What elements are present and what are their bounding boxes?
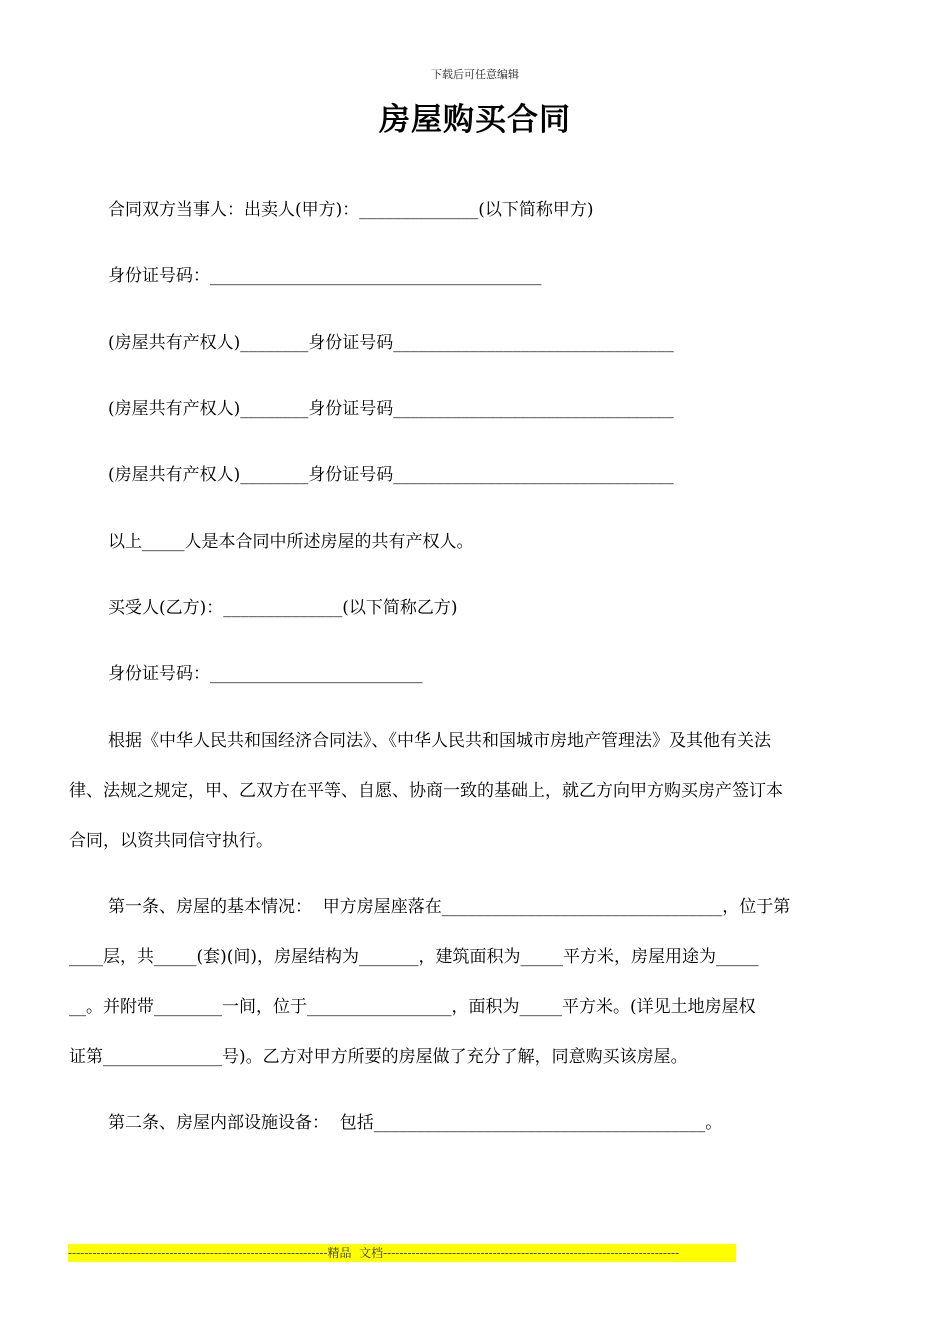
article-1-line: ____层，共_____(套)(间)，房屋结构为_______，建筑面积为_____平方米，房屋用途为_____ bbox=[69, 947, 759, 967]
basis-paragraph bbox=[69, 716, 889, 866]
basis-line: 根据《中华人民共和国经济合同法》、《中华人民共和国城市房地产管理法》及其他有关法 bbox=[108, 731, 771, 751]
footer-banner: ----------------------------------------------------------------精品 文档------------------------------------------------------------------------- bbox=[68, 1244, 736, 1262]
co-owner-line-3: (房屋共有产权人)________身份证号码_________________________________ bbox=[108, 465, 674, 485]
buyer-id-line: 身份证号码：_________________________ bbox=[108, 664, 423, 684]
buyer-line: 买受人(乙方)：______________(以下简称乙方) bbox=[108, 598, 458, 618]
page-title: 房屋购买合同 bbox=[379, 102, 571, 138]
article-1-line: __。并附带________一间，位于_________________，面积为_____平方米。(详见土地房屋权 bbox=[69, 997, 756, 1017]
article-2-line: 第二条、房屋内部设施设备： 包括_______________________________________。 bbox=[108, 1113, 723, 1133]
seller-id-line: 身份证号码：_______________________________________ bbox=[108, 266, 542, 286]
header-note: 下载后可任意编辑 bbox=[431, 68, 519, 81]
basis-line: 合同，以资共同信守执行。 bbox=[69, 831, 273, 851]
co-owner-line-2: (房屋共有产权人)________身份证号码_________________________________ bbox=[108, 399, 674, 419]
article-1-line: 第一条、房屋的基本情况： 甲方房屋座落在_________________________________，位于第 bbox=[108, 897, 791, 917]
seller-line: 合同双方当事人：出卖人(甲方)：______________(以下简称甲方) bbox=[108, 200, 594, 220]
co-owner-line-1: (房屋共有产权人)________身份证号码_________________________________ bbox=[108, 333, 674, 353]
co-owner-count-line: 以上_____人是本合同中所述房屋的共有产权人。 bbox=[108, 532, 474, 552]
article-1-line: 证第______________号)。乙方对甲方所要的房屋做了充分了解，同意购买该房屋。 bbox=[69, 1047, 688, 1067]
article-1-paragraph bbox=[69, 882, 889, 1082]
basis-line: 律、法规之规定，甲、乙双方在平等、自愿、协商一致的基础上，就乙方向甲方购买房产签订本 bbox=[69, 781, 783, 801]
